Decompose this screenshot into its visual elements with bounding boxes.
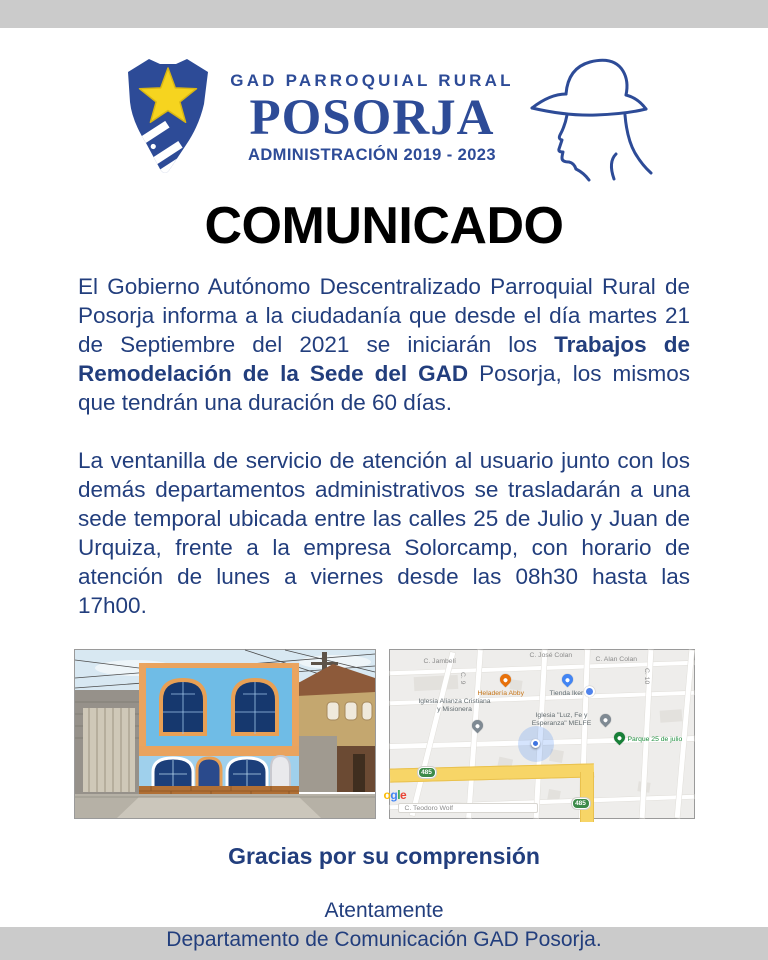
admin-line: ADMINISTRACIÓN 2019 - 2023 bbox=[248, 146, 496, 164]
map-block bbox=[413, 675, 458, 691]
logo bbox=[0, 28, 768, 184]
route-shield: 485 bbox=[572, 798, 590, 809]
poi-label-heladeria: Heladería Abby bbox=[477, 690, 524, 697]
closing-line: Atentamente bbox=[324, 899, 444, 922]
poi-label-iglesia-alianza: Iglesia Alianza Cristiana y Misionera bbox=[418, 698, 491, 714]
street-label-jose-colan: C. José Colan bbox=[529, 652, 573, 659]
logo-text bbox=[230, 71, 513, 165]
signature-line: Departamento de Comunicación GAD Posorja. bbox=[166, 928, 602, 951]
announcement-card bbox=[0, 28, 768, 951]
poi-pin-shop bbox=[584, 686, 595, 697]
map-street bbox=[674, 650, 694, 818]
street-label-alan-colan: C. Alan Colan bbox=[595, 656, 638, 663]
paragraph-details bbox=[78, 446, 690, 620]
paragraph-intro-post: Posorja, los mismos que tendrán una duración de 60 días. bbox=[78, 361, 690, 415]
street-label-c9: C. 9 bbox=[458, 672, 466, 685]
map-block bbox=[659, 709, 682, 723]
street-label-c10: C. 10 bbox=[642, 668, 650, 685]
star-shield-emblem-icon bbox=[118, 50, 218, 187]
paragraph-intro-bold: Trabajos de Remodelación de la Sede del GAD bbox=[78, 332, 690, 386]
location-map bbox=[383, 649, 695, 819]
route-shield: 485 bbox=[418, 767, 436, 778]
poi-pin-iglesia-melfe bbox=[597, 712, 613, 728]
media-row bbox=[0, 649, 768, 819]
paragraph-intro bbox=[78, 272, 690, 417]
google-logo-partial: ogle bbox=[383, 788, 407, 802]
paragraph-intro-pre: El Gobierno Autónomo Descentralizado Parroquial Rural de Posorja informa a la ciudadanía que desde el día martes 21 de Septiembre del 2021 se iniciarán los bbox=[78, 274, 690, 357]
street-label-jambeli: C. Jambelí bbox=[423, 658, 456, 665]
org-name: POSORJA bbox=[249, 89, 495, 146]
man-with-hat-profile-icon bbox=[526, 52, 650, 185]
page-title: COMUNICADO bbox=[204, 197, 564, 255]
poi-label-parque: Parque 25 de julio bbox=[627, 736, 683, 743]
poi-label-tienda: Tienda Iker bbox=[549, 690, 584, 697]
poi-pin-tienda bbox=[559, 672, 575, 688]
poi-label-iglesia-melfe: Iglesia "Luz, Fe y Esperanza" MELFE bbox=[531, 712, 592, 728]
map-street bbox=[466, 650, 483, 818]
paragraph-details-text: La ventanilla de servicio de atención al usuario junto con los demás departamentos administrativos se trasladarán a una sede temporal ubicada entre las calles 25 de Julio y Juan de Urquiza, frente a la empresa Solorcamp, con horario de atención de lunes a viernes desde las 08h30 hasta las 17h00. bbox=[78, 448, 690, 618]
street-label-teodoro-wolf: C. Teodoro Wolf bbox=[398, 803, 538, 813]
current-location-dot bbox=[531, 739, 540, 748]
map-main-road bbox=[580, 772, 594, 822]
site-photo bbox=[74, 649, 376, 819]
thanks-line: Gracias por su comprensión bbox=[228, 843, 540, 869]
org-line: GAD PARROQUIAL RURAL bbox=[230, 70, 514, 90]
